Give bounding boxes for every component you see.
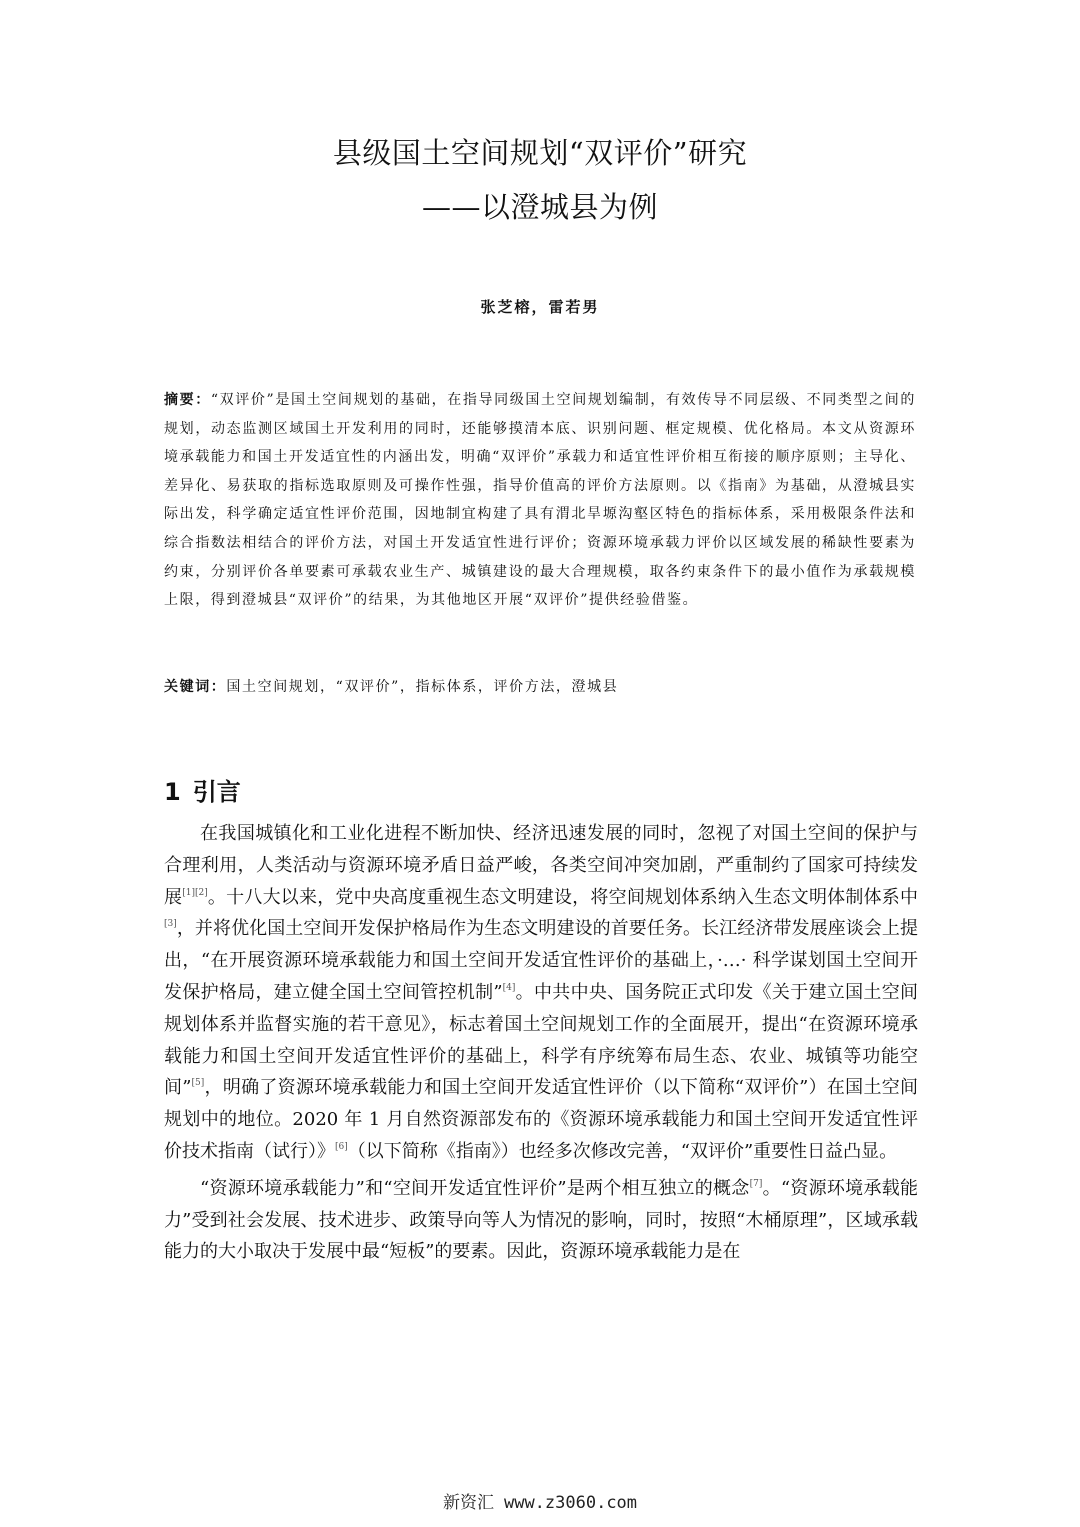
citation[interactable]: [6] (335, 1141, 348, 1152)
watermark-name: 新资汇 (442, 1493, 494, 1513)
abstract-text: “双评价”是国土空间规划的基础，在指导同级国土空间规划编制，有效传导不同层级、不同类型之间的规划，动态监测区域国土开发利用的同时，还能够摸清本底、识别问题、框定规模、优化格局。本文从资源环境承载能力和国土开发适宜性的内涵出发，明确“双评价”承载力和适宜性评价相互衔接的顺序原则；主导化、差异化、易获取的指标选取原则及可操作性强，指导价值高的评价方法原则。以《指南》为基础，从澄城县实际出发，科学确定适宜性评价范围，因地制宜构建了具有渭北旱塬沟壑区特色的指标体系，采用极限条件法和综合指数法相结合的评价方法，对国土开发适宜性进行评价；资源环境承载力评价以区域发展的稀缺性要素为约束，分别评价各单要素可承载农业生产、城镇建设的最大合理规模，取各约束条件下的最小值作为承载规模上限，得到澄城县“双评价”的结果，为其他地区开展“双评价”提供经验借鉴。 (164, 392, 916, 609)
watermark-url[interactable]: www.z3060.com (503, 1493, 638, 1513)
keywords-label: 关键词： (164, 679, 227, 695)
body-text (164, 818, 918, 1268)
section-title: 引言 (192, 778, 241, 806)
section-number: 1 (164, 778, 181, 806)
paragraph (164, 1173, 918, 1268)
citation[interactable]: [3] (164, 919, 177, 930)
watermark (0, 1488, 1080, 1513)
abstract (164, 386, 916, 615)
citation[interactable]: [4] (502, 982, 516, 993)
section-heading (164, 772, 241, 807)
authors: 张芝榕，雷若男 (480, 298, 600, 316)
sentence: 在我国城镇化和工业化进程不断加快、经济迅速发展的同时，忽视了对国土空间的保护与合理利用，人类活动与资源环境矛盾日益严峻，各类空间冲突加剧，严重制约了国家可持续发展 (164, 823, 918, 908)
citation[interactable]: [5] (191, 1078, 205, 1089)
sentence: “资源环境承载能力”和“空间开发适宜性评价”是两个相互独立的概念 (200, 1177, 750, 1199)
sentence: （以下简称《指南》）也经多次修改完善，“双评价”重要性日益凸显。 (347, 1140, 898, 1162)
sentence: ，并将优化国土空间开发保护格局作为生态文明建设的首要任务。长江经济带发展座谈会上提出，“在开展资源环境承载能力和国土空间开发适宜性评价的基础上，·…· 科学谋划国土空间开发保护格局，建立健全国土空间管控机制” (164, 918, 918, 1003)
citation[interactable]: [7] (749, 1178, 763, 1189)
sentence: ，明确了资源环境承载能力和国土空间开发适宜性评价（以下简称“双评价”）在国土空间规划中的地位。2020 年 1 月自然资源部发布的《资源环境承载能力和国土空间开发适宜性评价技术指南（试行）》 (164, 1077, 919, 1162)
keywords (164, 673, 916, 701)
citation[interactable]: [1][2] (182, 887, 208, 898)
sentence: 。中共中央、国务院正式印发《关于建立国土空间规划体系并监督实施的若干意见》，标志着国土空间规划工作的全面展开，提出“在资源环境承载能力和国土空间开发适宜性评价的基础上，科学有序统筹布局生态、农业、城镇等功能空间” (164, 981, 918, 1099)
keywords-text: 国土空间规划，“双评价”，指标体系，评价方法，澄城县 (226, 679, 619, 695)
paper-subtitle: ——以澄城县为例 (421, 190, 658, 224)
paragraph (164, 818, 918, 1168)
abstract-label: 摘要： (164, 392, 211, 408)
sentence: 。“资源环境承载能力”受到社会发展、技术进步、政策导向等人为情况的影响，同时，按照“木桶原理”，区域承载能力的大小取决于发展中最“短板”的要素。因此，资源环境承载能力是在 (164, 1177, 918, 1263)
sentence: 。十八大以来，党中央高度重视生态文明建设，将空间规划体系纳入生态文明体制体系中 (207, 886, 919, 908)
paper-title: 县级国土空间规划“双评价”研究 (332, 136, 748, 170)
